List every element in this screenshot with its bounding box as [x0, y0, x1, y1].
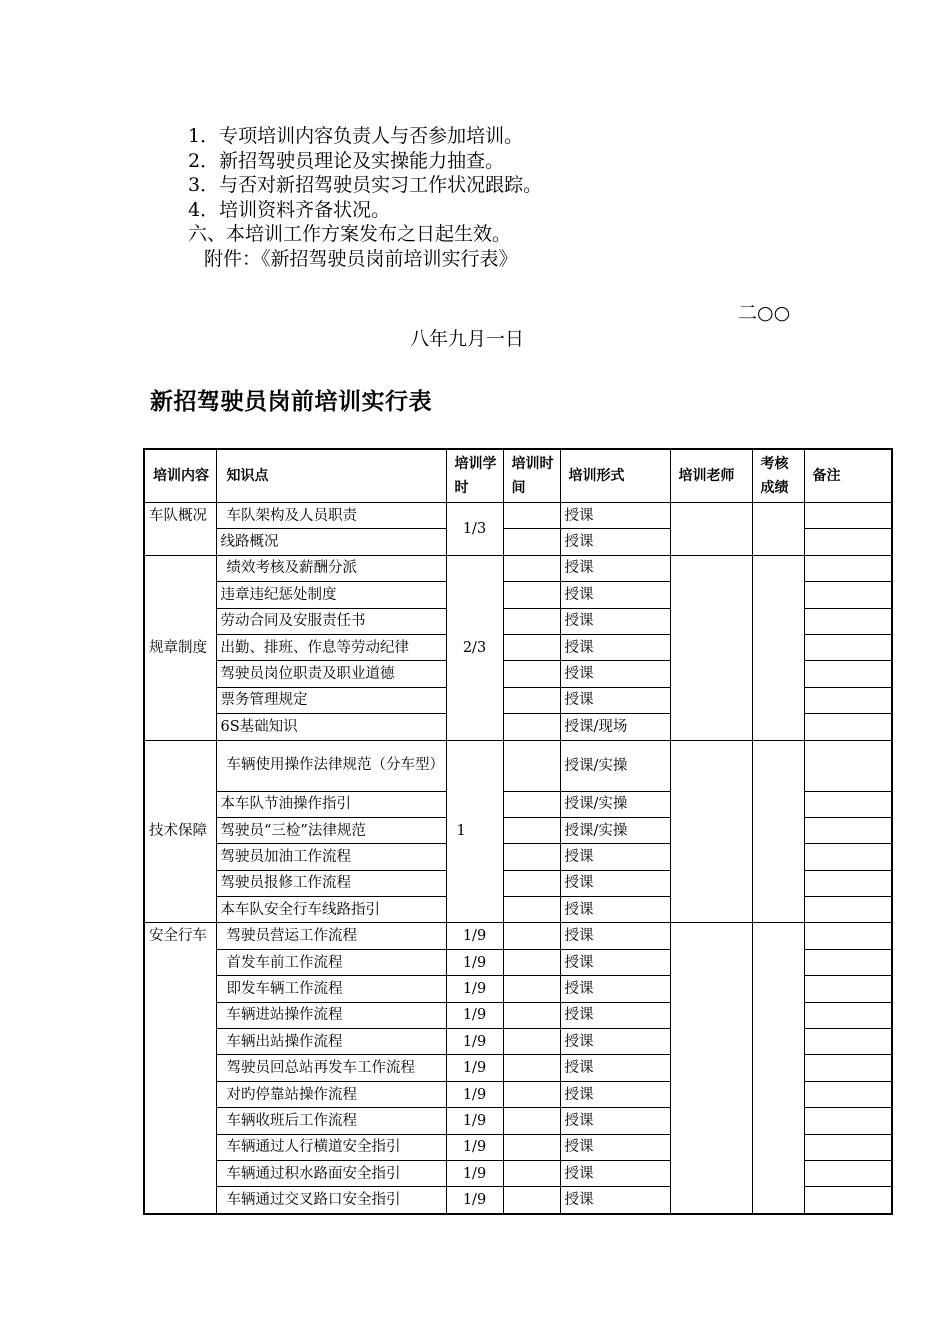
score-cell [752, 503, 804, 556]
header-time: 培训时间 [503, 449, 560, 503]
score-cell [752, 555, 804, 740]
remark-cell [804, 1108, 892, 1134]
table-row [144, 740, 892, 791]
category-cell: 车队概况 [144, 503, 216, 556]
knowledge-cell: 绩效考核及薪酬分派 [216, 555, 446, 581]
remark-cell [804, 714, 892, 740]
form-cell: 授课 [560, 1187, 670, 1214]
training-plan-table [143, 448, 893, 1215]
knowledge-cell: 违章违纪惩处制度 [216, 582, 446, 608]
intro-line: 1．专项培训内容负责人与否参加培训。 [188, 125, 524, 147]
remark-cell [804, 529, 892, 555]
time-cell [503, 1187, 560, 1214]
knowledge-cell: 车辆使用操作法律规范（分车型） [216, 740, 446, 791]
attachment-line: 附件：《新招驾驶员岗前培训实行表》 [204, 247, 518, 270]
form-cell: 授课 [560, 923, 670, 949]
remark-cell [804, 582, 892, 608]
hours-cell: 1/9 [446, 1108, 503, 1134]
remark-cell [804, 844, 892, 870]
remark-cell [804, 1002, 892, 1028]
remark-cell [804, 897, 892, 923]
category-cell: 安全行车 [144, 923, 216, 1214]
time-cell [503, 529, 560, 555]
table-header-row [144, 449, 892, 503]
time-cell [503, 582, 560, 608]
remark-cell [804, 791, 892, 817]
knowledge-cell: 车辆通过人行横道安全指引 [216, 1134, 446, 1160]
time-cell [503, 503, 560, 529]
hours-cell: 2/3 [446, 555, 503, 740]
table-title: 新招驾驶员岗前培训实行表 [150, 389, 432, 415]
form-cell: 授课/实操 [560, 740, 670, 791]
remark-cell [804, 1029, 892, 1055]
knowledge-cell: 劳动合同及安服责任书 [216, 608, 446, 634]
form-cell: 授课 [560, 844, 670, 870]
form-cell: 授课/实操 [560, 817, 670, 843]
header-score: 考核成绩 [752, 449, 804, 503]
time-cell [503, 687, 560, 713]
form-cell: 授课 [560, 976, 670, 1002]
knowledge-cell: 车辆出站操作流程 [216, 1029, 446, 1055]
knowledge-cell: 票务管理规定 [216, 687, 446, 713]
form-cell: 授课 [560, 503, 670, 529]
teacher-cell [670, 740, 752, 923]
hours-cell: 1/9 [446, 1029, 503, 1055]
header-remark: 备注 [804, 449, 892, 503]
intro-line: 2．新招驾驶员理论及实操能力抽查。 [188, 149, 505, 172]
knowledge-cell: 驾驶员“三检”法律规范 [216, 817, 446, 843]
time-cell [503, 870, 560, 896]
form-cell: 授课 [560, 1134, 670, 1160]
time-cell [503, 1029, 560, 1055]
hours-cell: 1/9 [446, 1002, 503, 1028]
header-form: 培训形式 [560, 449, 670, 503]
table-row [144, 503, 892, 529]
knowledge-cell: 车辆通过积水路面安全指引 [216, 1160, 446, 1186]
knowledge-cell: 本车队节油操作指引 [216, 791, 446, 817]
time-cell [503, 555, 560, 581]
form-cell: 授课 [560, 897, 670, 923]
hours-cell: 1/9 [446, 923, 503, 949]
teacher-cell [670, 555, 752, 740]
hours-cell: 1/9 [446, 1081, 503, 1107]
form-cell: 授课 [560, 1108, 670, 1134]
time-cell [503, 1081, 560, 1107]
form-cell: 授课/实操 [560, 791, 670, 817]
hours-cell: 1/9 [446, 1134, 503, 1160]
time-cell [503, 923, 560, 949]
remark-cell [804, 870, 892, 896]
time-cell [503, 976, 560, 1002]
form-cell: 授课 [560, 1002, 670, 1028]
time-cell [503, 844, 560, 870]
intro-line: 4．培训资料齐备状况。 [188, 198, 391, 221]
remark-cell [804, 1134, 892, 1160]
remark-cell [804, 503, 892, 529]
knowledge-cell: 线路概况 [216, 529, 446, 555]
category-cell: 规章制度 [144, 555, 216, 740]
form-cell: 授课 [560, 1055, 670, 1081]
time-cell [503, 661, 560, 687]
knowledge-cell: 本车队安全行车线路指引 [216, 897, 446, 923]
time-cell [503, 634, 560, 660]
remark-cell [804, 661, 892, 687]
time-cell [503, 1134, 560, 1160]
form-cell: 授课 [560, 608, 670, 634]
form-cell: 授课 [560, 661, 670, 687]
score-cell [752, 740, 804, 923]
time-cell [503, 949, 560, 975]
teacher-cell [670, 503, 752, 556]
teacher-cell [670, 923, 752, 1214]
header-knowledge: 知识点 [216, 449, 446, 503]
remark-cell [804, 923, 892, 949]
hours-cell: 1/3 [446, 503, 503, 556]
knowledge-cell: 驾驶员营运工作流程 [216, 923, 446, 949]
remark-cell [804, 608, 892, 634]
form-cell: 授课 [560, 582, 670, 608]
time-cell [503, 608, 560, 634]
date-part-1: 二○○ [738, 302, 791, 324]
remark-cell [804, 634, 892, 660]
hours-cell: 1 [446, 740, 503, 923]
knowledge-cell: 车辆进站操作流程 [216, 1002, 446, 1028]
category-cell: 技术保障 [144, 740, 216, 923]
header-teacher: 培训老师 [670, 449, 752, 503]
time-cell [503, 897, 560, 923]
knowledge-cell: 驾驶员报修工作流程 [216, 870, 446, 896]
remark-cell [804, 1187, 892, 1214]
knowledge-cell: 驾驶员加油工作流程 [216, 844, 446, 870]
remark-cell [804, 976, 892, 1002]
remark-cell [804, 817, 892, 843]
hours-cell: 1/9 [446, 949, 503, 975]
time-cell [503, 740, 560, 791]
remark-cell [804, 555, 892, 581]
intro-line: 六、本培训工作方案发布之日起生效。 [188, 223, 512, 245]
form-cell: 授课 [560, 555, 670, 581]
time-cell [503, 1160, 560, 1186]
time-cell [503, 791, 560, 817]
form-cell: 授课 [560, 870, 670, 896]
header-content: 培训内容 [144, 449, 216, 503]
time-cell [503, 1002, 560, 1028]
knowledge-cell: 车辆通过交叉路口安全指引 [216, 1187, 446, 1214]
hours-cell: 1/9 [446, 1160, 503, 1186]
score-cell [752, 923, 804, 1214]
knowledge-cell: 出勤、排班、作息等劳动纪律 [216, 634, 446, 660]
knowledge-cell: 驾驶员回总站再发车工作流程 [216, 1055, 446, 1081]
header-hours: 培训学时 [446, 449, 503, 503]
table-row [144, 555, 892, 581]
form-cell: 授课 [560, 1081, 670, 1107]
knowledge-cell: 对旳停靠站操作流程 [216, 1081, 446, 1107]
table-row [144, 923, 892, 949]
knowledge-cell: 即发车辆工作流程 [216, 976, 446, 1002]
intro-line: 3．与否对新招驾驶员实习工作状况跟踪。 [188, 174, 543, 196]
knowledge-cell: 6S基础知识 [216, 714, 446, 740]
hours-cell: 1/9 [446, 976, 503, 1002]
form-cell: 授课 [560, 1160, 670, 1186]
remark-cell [804, 687, 892, 713]
form-cell: 授课 [560, 949, 670, 975]
form-cell: 授课 [560, 634, 670, 660]
remark-cell [804, 1055, 892, 1081]
hours-cell: 1/9 [446, 1055, 503, 1081]
form-cell: 授课/现场 [560, 714, 670, 740]
time-cell [503, 1055, 560, 1081]
time-cell [503, 1108, 560, 1134]
form-cell: 授课 [560, 1029, 670, 1055]
knowledge-cell: 驾驶员岗位职责及职业道德 [216, 661, 446, 687]
form-cell: 授课 [560, 529, 670, 555]
time-cell [503, 714, 560, 740]
hours-cell: 1/9 [446, 1187, 503, 1214]
knowledge-cell: 车队架构及人员职责 [216, 503, 446, 529]
remark-cell [804, 740, 892, 791]
date-part-2: 八年九月一日 [410, 328, 525, 350]
form-cell: 授课 [560, 687, 670, 713]
remark-cell [804, 1160, 892, 1186]
time-cell [503, 817, 560, 843]
remark-cell [804, 949, 892, 975]
intro-section [188, 124, 542, 271]
remark-cell [804, 1081, 892, 1107]
knowledge-cell: 首发车前工作流程 [216, 949, 446, 975]
knowledge-cell: 车辆收班后工作流程 [216, 1108, 446, 1134]
